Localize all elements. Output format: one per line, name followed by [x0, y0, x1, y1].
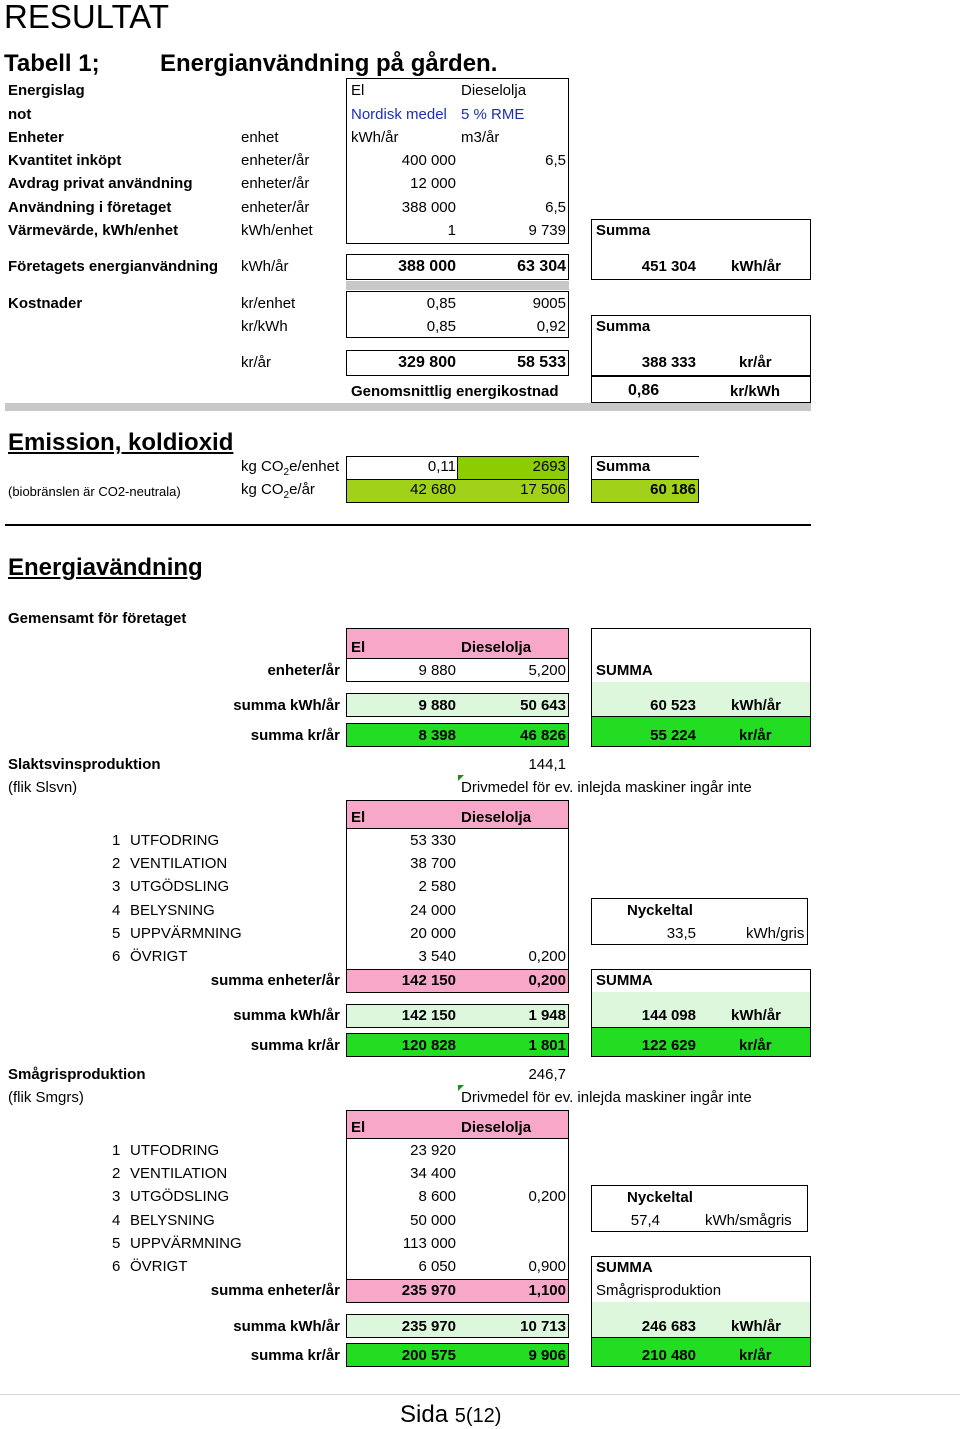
smagr-kr-el: 200 575	[401, 1347, 456, 1364]
foretagets-sum-unit: kWh/år	[731, 258, 782, 275]
row-el: 1	[447, 222, 456, 239]
smagr-kr-diesel: 9 906	[528, 1347, 566, 1364]
smagr-col-diesel: Dieselolja	[461, 1119, 532, 1136]
kost-sum: 388 333	[641, 354, 696, 371]
kost-unit: kr/kWh	[241, 318, 288, 335]
foretagets-diesel: 63 304	[517, 258, 566, 275]
smagr-note: Drivmedel för ev. inlejda maskiner ingår inte	[461, 1089, 752, 1106]
slakt-nyckel-unit: kWh/gris	[746, 925, 805, 942]
list-item-diesel: 0,200	[528, 948, 566, 965]
slakt-title: Slaktsvinsproduktion	[8, 756, 161, 773]
gem-kwh-unit: summa kWh/år	[233, 697, 340, 714]
list-item-name: VENTILATION	[130, 1165, 228, 1182]
unit-el: kWh/år	[351, 129, 399, 146]
list-item-el: 6 050	[418, 1258, 456, 1275]
smagr-kwh-sum-unit: kWh/år	[731, 1318, 782, 1335]
kost-diesel: 0,92	[536, 318, 566, 335]
list-item-el: 2 580	[418, 878, 456, 895]
page-current: 5	[454, 1405, 466, 1427]
avg-label: Genomsnittlig energikostnad	[351, 383, 559, 400]
smagr-kwh-el: 235 970	[401, 1318, 456, 1335]
slakt-kr-el: 120 828	[401, 1037, 456, 1054]
not-label: not	[8, 106, 32, 123]
emis-unit2: kg $CO_2e/år$	[241, 481, 315, 501]
list-item-num: 3	[112, 878, 121, 895]
row-unit: enheter/år	[241, 175, 310, 192]
emis-sum: 60 186	[650, 481, 696, 498]
footer-divider	[0, 1394, 960, 1395]
gem-col-el: El	[351, 639, 366, 656]
slakt-kr-sum: 122 629	[641, 1037, 696, 1054]
emis-el: 42 680	[410, 481, 456, 498]
slakt-header	[346, 800, 569, 829]
kost-unit: kr/enhet	[241, 295, 296, 312]
slakt-kwh-sum: 144 098	[641, 1007, 696, 1024]
kost-summa-label: Summa	[596, 318, 651, 335]
unit-diesel: m3/år	[461, 129, 500, 146]
list-item-el: 53 330	[410, 832, 456, 849]
list-item-num: 4	[112, 902, 121, 919]
foretagets-el: 388 000	[398, 258, 456, 275]
list-item-num: 6	[112, 948, 121, 965]
slakt-kwh-sum-unit: kWh/år	[731, 1007, 782, 1024]
list-item-name: ÖVRIGT	[130, 1258, 188, 1275]
kost-el: 0,85	[426, 318, 456, 335]
emis-unit1: kg $CO_2e$/enhet	[241, 458, 340, 478]
row-label: Kvantitet inköpt	[8, 152, 122, 169]
slakt-kwh-diesel: 1 948	[528, 1007, 566, 1024]
smagr-kr-unit: summa kr/år	[250, 1347, 340, 1364]
list-item-el: 3 540	[418, 948, 456, 965]
slakt-top-value: 144,1	[528, 756, 566, 773]
gem-kr-diesel: 46 826	[520, 727, 566, 744]
list-item-name: BELYSNING	[130, 902, 215, 919]
row-diesel: 6,5	[545, 199, 566, 216]
row-unit: enheter/år	[241, 152, 310, 169]
energislag-label: Energislag	[8, 82, 85, 99]
section-divider	[5, 524, 811, 526]
gem-kwh-sum-unit: kWh/år	[731, 697, 782, 714]
row-label: Avdrag privat användning	[8, 175, 193, 192]
list-item-el: 34 400	[410, 1165, 456, 1182]
smagr-sum-enheter-diesel: 1,100	[528, 1282, 566, 1299]
smagr-nyckel-unit: kWh/smågris	[705, 1212, 792, 1229]
list-item-num: 6	[112, 1258, 121, 1275]
smagr-nyckel-value: 57,4	[630, 1212, 660, 1229]
slakt-kwh-unit: summa kWh/år	[233, 1007, 340, 1024]
row-diesel: 6,5	[545, 152, 566, 169]
smagr-summa-sub: Smågrisproduktion	[596, 1282, 722, 1299]
foretagets-label: Företagets energianvändning	[8, 258, 219, 275]
gemensamt-label: Gemensamt för företaget	[8, 610, 187, 627]
enheter-label: Enheter	[8, 129, 64, 146]
gem-enheter-unit: enheter/år	[267, 662, 340, 679]
list-item-name: UTGÖDSLING	[130, 878, 230, 895]
table-label: Tabell 1;	[4, 50, 100, 77]
kost-el: 329 800	[398, 354, 456, 371]
slakt-sum-enheter-diesel: 0,200	[528, 972, 566, 989]
list-item-num: 5	[112, 1235, 121, 1252]
smagr-kwh-diesel: 10 713	[520, 1318, 566, 1335]
smagr-title: Smågrisproduktion	[8, 1066, 146, 1083]
enhet-label: enhet	[241, 129, 279, 146]
slakt-note: Drivmedel för ev. inlejda maskiner ingår inte	[461, 779, 752, 796]
slakt-col-diesel: Dieselolja	[461, 809, 532, 826]
list-item-num: 1	[112, 1142, 121, 1159]
slakt-nyckeltal: Nyckeltal	[627, 902, 693, 919]
list-item-name: ÖVRIGT	[130, 948, 188, 965]
kost-sum-unit: kr/år	[739, 354, 772, 371]
gem-kwh-sum: 60 523	[650, 697, 696, 714]
smagr-header	[346, 1110, 569, 1139]
slakt-SUMMA: SUMMA	[596, 972, 653, 989]
summa-label: Summa	[596, 222, 651, 239]
t1-shade	[346, 281, 569, 290]
smagr-nyckeltal: Nyckeltal	[627, 1189, 693, 1206]
list-item-num: 1	[112, 832, 121, 849]
foretagets-unit: kWh/år	[241, 258, 289, 275]
smagr-col-el: El	[351, 1119, 366, 1136]
gem-kr-sum-unit: kr/år	[739, 727, 772, 744]
slakt-kr-diesel: 1 801	[528, 1037, 566, 1054]
list-item-el: 8 600	[418, 1188, 456, 1205]
sida-label: Sida	[400, 1401, 449, 1428]
smagr-kr-sum-unit: kr/år	[739, 1347, 772, 1364]
slakt-sum-enheter-el: 142 150	[401, 972, 456, 989]
list-item-name: UTFODRING	[130, 1142, 220, 1159]
gem-col-diesel: Dieselolja	[461, 639, 532, 656]
list-item-num: 4	[112, 1212, 121, 1229]
gem-kwh-diesel: 50 643	[520, 697, 566, 714]
slakt-kr-sum-unit: kr/år	[739, 1037, 772, 1054]
list-item-num: 3	[112, 1188, 121, 1205]
row-el: 12 000	[410, 175, 456, 192]
not-el: Nordisk medel	[351, 106, 447, 123]
not-diesel: 5 % RME	[461, 106, 525, 123]
kost-diesel: 58 533	[517, 354, 566, 371]
list-item-num: 5	[112, 925, 121, 942]
col-el-header: El	[351, 82, 365, 99]
foretagets-sum: 451 304	[641, 258, 696, 275]
gem-enheter-diesel: 5,200	[528, 662, 566, 679]
row-el: 388 000	[401, 199, 456, 216]
kostnader-label: Kostnader	[8, 295, 83, 312]
kost-shade	[5, 403, 811, 411]
slakt-flik: (flik Slsvn)	[8, 779, 78, 796]
row-el: 400 000	[401, 152, 456, 169]
row-label: Värmevärde, kWh/enhet	[8, 222, 179, 239]
gem-enheter-el: 9 880	[418, 662, 456, 679]
page-title: RESULTAT	[4, 0, 170, 35]
gem-header	[346, 628, 569, 659]
list-item-name: UTGÖDSLING	[130, 1188, 230, 1205]
table-title: Energianvändning på gården.	[160, 50, 498, 77]
emission-heading: Emission, koldioxid	[8, 429, 234, 456]
gem-kr-el: 8 398	[418, 727, 456, 744]
energiavandning-heading: Energiavändning	[8, 554, 203, 581]
gem-kr-unit: summa kr/år	[250, 727, 340, 744]
smagr-kr-sum: 210 480	[641, 1347, 696, 1364]
list-item-el: 24 000	[410, 902, 456, 919]
emis-diesel: 2693	[532, 458, 566, 475]
row-diesel: 9 739	[528, 222, 566, 239]
smagr-kwh-sum: 246 683	[641, 1318, 696, 1335]
list-item-el: 20 000	[410, 925, 456, 942]
list-item-name: BELYSNING	[130, 1212, 215, 1229]
emis-diesel: 17 506	[520, 481, 566, 498]
row-unit: enheter/år	[241, 199, 310, 216]
col-diesel-header: Dieselolja	[461, 82, 527, 99]
slakt-nyckel-value: 33,5	[666, 925, 696, 942]
list-item-name: VENTILATION	[130, 855, 228, 872]
gem-SUMMA: SUMMA	[596, 662, 653, 679]
list-item-el: 113 000	[402, 1235, 456, 1252]
smagr-top-value: 246,7	[528, 1066, 566, 1083]
smagr-kwh-unit: summa kWh/år	[233, 1318, 340, 1335]
smagr-SUMMA: SUMMA	[596, 1259, 653, 1276]
slakt-kr-unit: summa kr/år	[250, 1037, 340, 1054]
avg-unit: kr/kWh	[730, 383, 781, 400]
emis-el: 0,11	[427, 458, 456, 475]
smagr-sum-enheter-el: 235 970	[401, 1282, 456, 1299]
slakt-sum-enheter-unit: summa enheter/år	[210, 972, 340, 989]
emis-note: (biobränslen är CO2-neutrala)	[8, 484, 181, 499]
smagr-sum-enheter-unit: summa enheter/år	[210, 1282, 340, 1299]
list-item-diesel: 0,900	[528, 1258, 566, 1275]
row-label: Användning i företaget	[8, 199, 172, 216]
kost-unit: kr/år	[241, 354, 271, 371]
list-item-el: 50 000	[410, 1212, 456, 1229]
avg-value: 0,86	[628, 382, 660, 399]
list-item-num: 2	[112, 855, 121, 872]
smagr-flik: (flik Smgrs)	[8, 1089, 84, 1106]
gem-kr-sum: 55 224	[650, 727, 696, 744]
list-item-diesel: 0,200	[528, 1188, 566, 1205]
list-item-num: 2	[112, 1165, 121, 1182]
kost-diesel: 9005	[532, 295, 566, 312]
list-item-name: UPPVÄRMNING	[130, 925, 242, 942]
list-item-el: 38 700	[410, 855, 456, 872]
emis-summa-label: Summa	[596, 458, 651, 475]
kost-el: 0,85	[426, 295, 456, 312]
list-item-name: UTFODRING	[130, 832, 220, 849]
list-item-el: 23 920	[410, 1142, 456, 1159]
row-unit: kWh/enhet	[241, 222, 313, 239]
list-item-name: UPPVÄRMNING	[130, 1235, 242, 1252]
gem-kwh-el: 9 880	[418, 697, 456, 714]
page-total: (12)	[465, 1405, 502, 1427]
page-number	[400, 1402, 501, 1429]
slakt-kwh-el: 142 150	[401, 1007, 456, 1024]
slakt-col-el: El	[351, 809, 366, 826]
